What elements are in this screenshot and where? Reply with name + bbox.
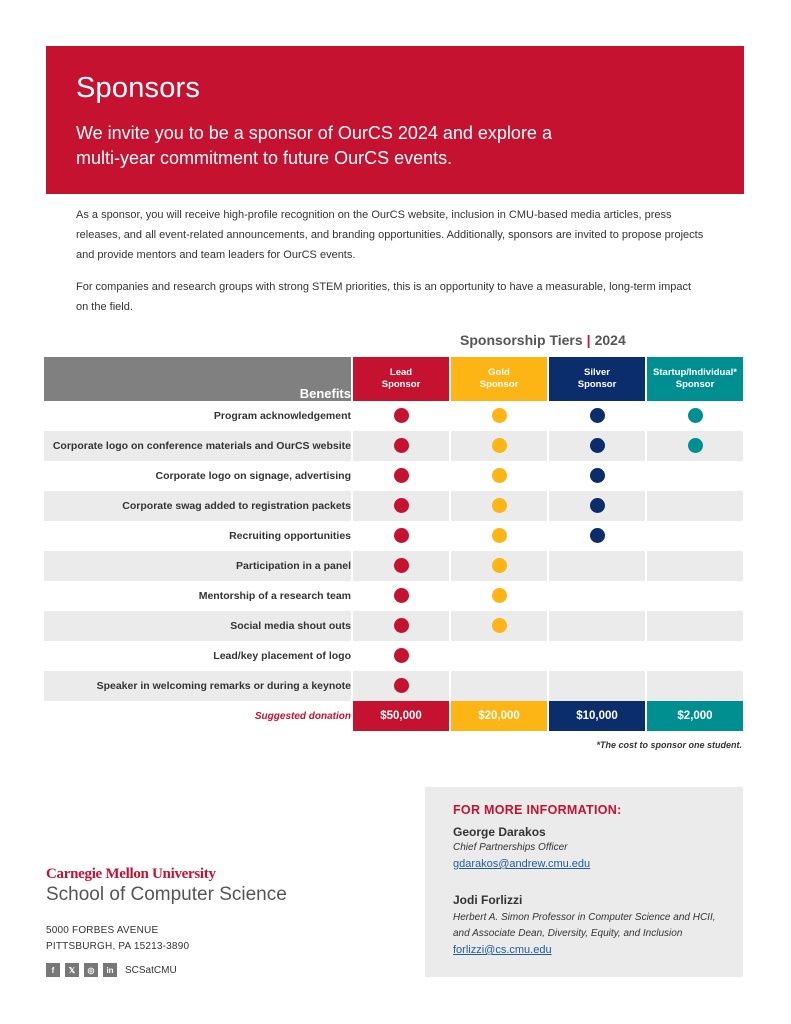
tiers-heading-label: Sponsorship Tiers	[460, 332, 583, 348]
included-dot	[394, 648, 409, 663]
included-dot	[688, 438, 703, 453]
benefit-cell	[451, 521, 547, 551]
contact-role: Chief Partnerships Officer	[453, 842, 568, 853]
benefit-cell	[353, 461, 449, 491]
included-dot	[492, 468, 507, 483]
donation-amount: $50,000	[353, 701, 449, 731]
benefit-cell	[549, 461, 645, 491]
footnote: *The cost to sponsor one student.	[596, 740, 742, 750]
benefit-cell	[647, 611, 743, 641]
benefit-label: Speaker in welcoming remarks or during a keynote	[44, 671, 351, 701]
contact-email-link[interactable]: forlizzi@cs.cmu.edu	[453, 944, 552, 956]
university-wordmark: Carnegie Mellon University	[46, 866, 216, 882]
table-row	[44, 671, 743, 701]
tier-header-silver	[549, 357, 645, 401]
donation-row	[44, 701, 743, 731]
tier-suffix: Sponsor	[381, 379, 421, 390]
benefit-label: Corporate logo on signage, advertising	[155, 470, 351, 482]
benefit-cell	[353, 521, 449, 551]
sponsors-banner	[46, 46, 744, 194]
included-dot	[394, 588, 409, 603]
benefit-cell	[353, 431, 449, 461]
benefit-cell	[647, 431, 743, 461]
included-dot	[492, 408, 507, 423]
benefit-label: Participation in a panel	[44, 551, 351, 581]
benefit-cell	[353, 671, 449, 701]
benefit-cell	[549, 611, 645, 641]
banner-subtitle: We invite you to be a sponsor of OurCS 2024 and explore a multi-year commitment to future OurCS events.	[76, 123, 552, 168]
sponsorship-tiers-table	[42, 357, 745, 731]
contact-info-box	[425, 787, 743, 977]
included-dot	[492, 588, 507, 603]
benefit-cell	[451, 671, 547, 701]
divider: |	[586, 332, 591, 348]
school-name: School of Computer Science	[46, 884, 287, 905]
benefit-label: Program acknowledgement	[213, 410, 351, 422]
table-row	[44, 461, 743, 491]
benefit-cell	[647, 641, 743, 671]
donation-amount: $10,000	[549, 701, 645, 731]
benefit-cell	[647, 401, 743, 431]
benefit-cell	[451, 581, 547, 611]
benefit-cell	[353, 491, 449, 521]
contact-name: Jodi Forlizzi	[453, 893, 523, 907]
page-title: Sponsors	[76, 72, 201, 104]
included-dot	[492, 498, 507, 513]
benefit-cell	[451, 431, 547, 461]
included-dot	[394, 408, 409, 423]
benefit-cell	[451, 461, 547, 491]
intro-paragraph-2: For companies and research groups with strong STEM priorities, this is an opportunity to have a measurable, long-term impact on the field.	[76, 281, 692, 313]
included-dot	[492, 618, 507, 633]
benefit-cell	[353, 551, 449, 581]
contact-email-link[interactable]: gdarakos@andrew.cmu.edu	[453, 858, 591, 870]
benefit-cell	[647, 581, 743, 611]
benefit-cell	[549, 431, 645, 461]
tier-header-gold	[451, 357, 547, 401]
donation-amount: $20,000	[451, 701, 547, 731]
address-line-2: PITTSBURGH, PA 15213-3890	[46, 941, 190, 952]
table-row	[44, 491, 743, 521]
benefit-cell	[353, 401, 449, 431]
benefit-label: Lead/key placement of logo	[213, 650, 351, 662]
included-dot	[492, 528, 507, 543]
benefit-cell	[549, 641, 645, 671]
included-dot	[590, 498, 605, 513]
included-dot	[590, 408, 605, 423]
donation-label: Suggested donation	[254, 710, 351, 722]
tier-header-startup	[647, 357, 743, 401]
included-dot	[492, 438, 507, 453]
benefit-cell	[549, 521, 645, 551]
benefit-cell	[451, 401, 547, 431]
tier-suffix: Sponsor	[479, 379, 519, 390]
social-handle: SCSatCMU	[125, 964, 177, 976]
included-dot	[492, 558, 507, 573]
tier-name: Gold	[488, 367, 510, 378]
included-dot	[394, 498, 409, 513]
tier-name: Startup/Individual*	[653, 367, 737, 378]
x-icon[interactable]: 𝕏	[65, 963, 79, 977]
benefit-label: Social media shout outs	[44, 611, 351, 641]
included-dot	[394, 438, 409, 453]
contact-name: George Darakos	[453, 825, 546, 839]
benefit-cell	[647, 461, 743, 491]
benefit-cell	[451, 641, 547, 671]
table-row	[44, 551, 743, 581]
tier-name: Silver	[584, 367, 610, 378]
included-dot	[590, 468, 605, 483]
contact-role: and Associate Dean, Diversity, Equity, and Inclusion	[453, 928, 683, 939]
intro-paragraph: As a sponsor, you will receive high-profile recognition on the OurCS website, inclusion in CMU-based media articles, press releases, and all event-related announcements, and branding opportunities. Additionally, sponsors are invited to propose projects and provide mentors and team leaders for OurCS events.	[76, 209, 704, 261]
included-dot	[590, 438, 605, 453]
benefit-label: Mentorship of a research team	[198, 590, 351, 602]
table-header-row	[44, 357, 743, 401]
address-line-1: 5000 FORBES AVENUE	[46, 925, 159, 936]
benefit-cell	[647, 551, 743, 581]
included-dot	[688, 408, 703, 423]
benefit-cell	[549, 401, 645, 431]
table-row	[44, 431, 743, 461]
tier-header-lead	[353, 357, 449, 401]
included-dot	[394, 618, 409, 633]
benefit-cell	[549, 671, 645, 701]
table-body	[44, 401, 743, 731]
included-dot	[394, 528, 409, 543]
benefit-cell	[549, 491, 645, 521]
contact-role: Herbert A. Simon Professor in Computer Science and HCII,	[453, 912, 716, 923]
benefit-cell	[549, 581, 645, 611]
benefit-cell	[549, 551, 645, 581]
benefit-cell	[451, 551, 547, 581]
benefit-cell	[353, 581, 449, 611]
benefit-cell	[647, 491, 743, 521]
benefits-header: Benefits	[44, 357, 351, 401]
benefit-label: Corporate swag added to registration packets	[44, 491, 351, 521]
benefit-cell	[451, 491, 547, 521]
table-row	[44, 611, 743, 641]
benefit-cell	[647, 521, 743, 551]
contact-heading: FOR MORE INFORMATION:	[453, 803, 622, 817]
benefit-cell	[353, 611, 449, 641]
table-row	[44, 641, 743, 671]
included-dot	[394, 468, 409, 483]
tier-suffix: Sponsor	[675, 379, 715, 390]
facebook-icon[interactable]: f	[46, 963, 60, 977]
tiers-heading-year: 2024	[594, 332, 626, 348]
benefit-cell	[647, 671, 743, 701]
table-row	[44, 401, 743, 431]
tier-name: Lead	[389, 367, 413, 378]
social-links	[46, 963, 177, 977]
benefit-label: Recruiting opportunities	[229, 530, 351, 542]
benefit-cell	[353, 641, 449, 671]
table-row	[44, 521, 743, 551]
included-dot	[394, 678, 409, 693]
benefit-label: Corporate logo on conference materials and OurCS website	[44, 431, 351, 461]
tiers-heading	[460, 332, 626, 348]
donation-amount: $2,000	[647, 701, 743, 731]
linkedin-icon[interactable]: in	[103, 963, 117, 977]
instagram-icon[interactable]: ◎	[84, 963, 98, 977]
included-dot	[394, 558, 409, 573]
benefit-cell	[451, 611, 547, 641]
table-row	[44, 581, 743, 611]
included-dot	[590, 528, 605, 543]
tier-suffix: Sponsor	[577, 379, 617, 390]
